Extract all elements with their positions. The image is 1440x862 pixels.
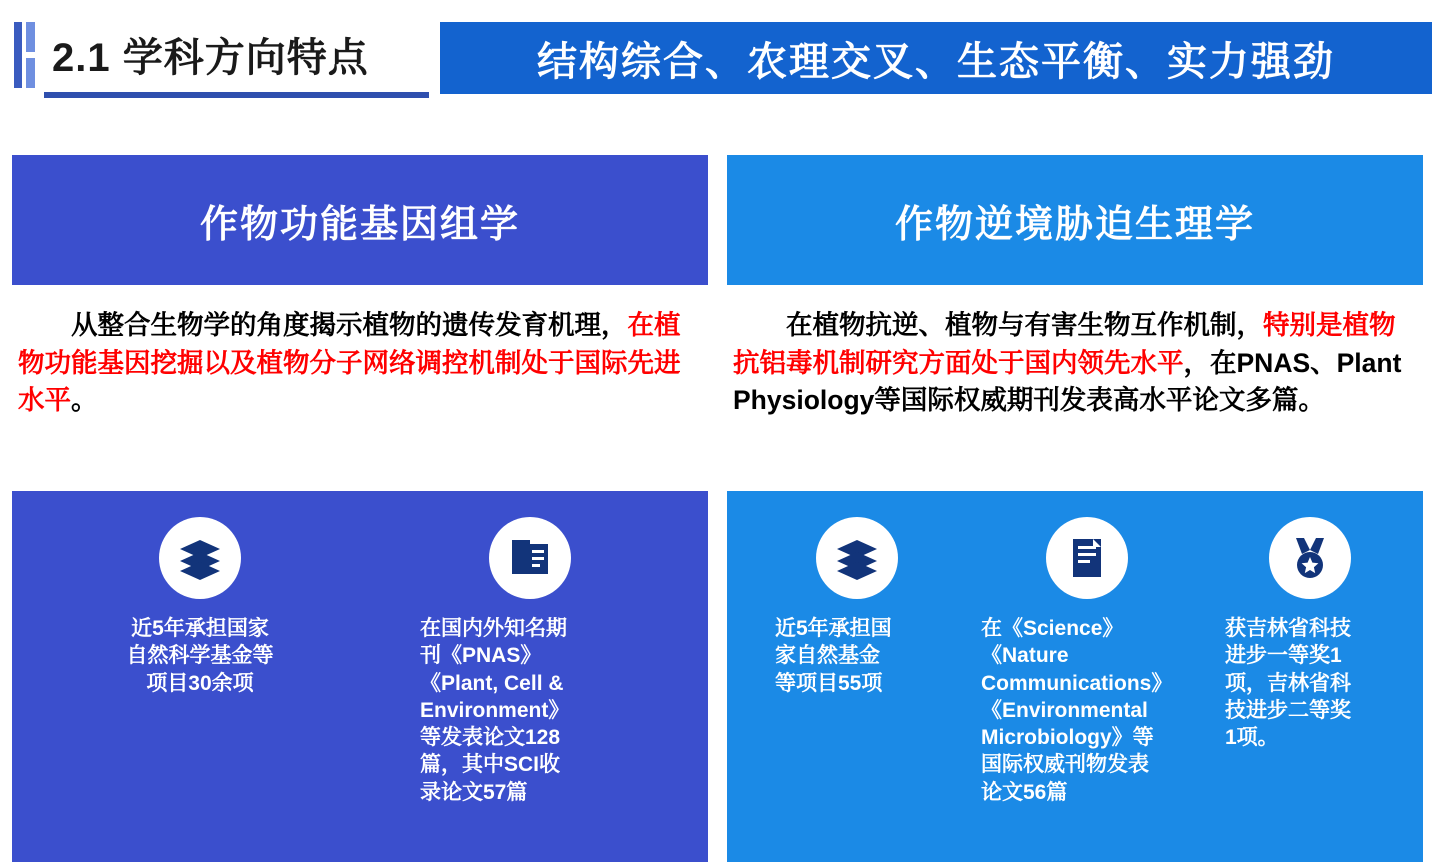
right-desc-tail: ，在PNAS、Plant Physiology等国际权威期刊发表高水平论文多篇。 xyxy=(733,347,1402,416)
stat-card xyxy=(757,517,957,697)
stat-label xyxy=(967,615,1207,806)
header-bar-2 xyxy=(26,22,35,52)
stat-label-line: 等项目55项 xyxy=(775,671,883,695)
layers-icon xyxy=(159,517,241,599)
header-banner-text: 结构综合、农理交叉、生态平衡、实力强劲 xyxy=(537,39,1335,84)
column-left-title: 作物功能基因组学 xyxy=(199,203,520,246)
stat-label-line: 近5年承担国 xyxy=(775,617,892,640)
header-bar-3 xyxy=(26,58,35,88)
column-left-stats-panel xyxy=(12,491,708,862)
stat-label-line: 等发表论文128 xyxy=(420,726,561,750)
stat-label-line: Communications》 xyxy=(981,671,1173,695)
title-underline xyxy=(44,92,429,98)
document-lines-icon xyxy=(1046,517,1128,599)
column-left-title-bar xyxy=(12,155,708,285)
column-right-stats-panel xyxy=(727,491,1423,862)
stat-label-line: 论文56篇 xyxy=(981,780,1068,804)
left-desc-plain: 从整合生物学的角度揭示植物的遗传发育机理， xyxy=(71,310,628,340)
page-title: 2.1 学科方向特点 xyxy=(52,36,369,80)
left-desc-highlight: 在植物功能基因挖掘以及植物分子网络调控机制处于国际先进水平 xyxy=(18,310,681,416)
column-right-title-bar xyxy=(727,155,1423,285)
column-right-title: 作物逆境胁迫生理学 xyxy=(894,203,1255,246)
stat-card xyxy=(967,517,1207,806)
stat-label xyxy=(1215,615,1405,751)
left-desc-tail: 。 xyxy=(71,385,98,416)
stat-card xyxy=(1215,517,1405,751)
header-banner xyxy=(440,22,1432,94)
stat-label xyxy=(757,615,957,697)
stat-label-line: 项目30余项 xyxy=(146,671,254,695)
stat-label-line: 《Nature xyxy=(981,644,1069,668)
stat-label-line: 在《Science》 xyxy=(981,617,1124,640)
stat-card xyxy=(50,517,350,697)
stat-label-line: 1项。 xyxy=(1225,726,1279,750)
column-crop-stress-physiology xyxy=(727,155,1423,804)
stat-label xyxy=(50,615,350,697)
right-desc-highlight: 特别是植物抗铝毒机制研究方面处于国内领先水平 xyxy=(733,310,1396,378)
stat-label-line: 项，吉林省科 xyxy=(1225,671,1351,695)
stat-label-line: Environment》 xyxy=(420,698,570,722)
stat-label-line: 《Plant, Cell & xyxy=(420,671,564,695)
header-decoration-bars xyxy=(14,22,40,88)
documents-icon xyxy=(489,517,571,599)
stat-label-line: 国际权威刊物发表 xyxy=(981,753,1149,777)
column-crop-functional-genomics xyxy=(12,155,708,804)
stat-label-line: 家自然基金 xyxy=(775,644,880,668)
stat-label-line: 近5年承担国家 xyxy=(131,617,269,640)
stat-label-line: 《Environmental xyxy=(981,698,1148,722)
layers-icon xyxy=(816,517,898,599)
stat-label-line: 技进步二等奖 xyxy=(1225,698,1351,722)
stat-label-line: 进步一等奖1 xyxy=(1225,644,1342,668)
header-bar-1 xyxy=(14,22,22,88)
stat-label-line: 刊《PNAS》 xyxy=(420,644,542,668)
stat-label-line: 获吉林省科技 xyxy=(1225,617,1351,640)
stat-card xyxy=(380,517,680,806)
stat-label-line: 录论文57篇 xyxy=(420,780,528,804)
column-left-description xyxy=(12,285,708,420)
stat-label-line: 在国内外知名期 xyxy=(420,617,567,640)
right-desc-plain: 在植物抗逆、植物与有害生物互作机制， xyxy=(786,310,1263,340)
stat-label-line: 自然科学基金等 xyxy=(126,644,274,668)
slide-header xyxy=(0,0,1440,110)
stat-label xyxy=(380,615,680,806)
stat-label-line: Microbiology》等 xyxy=(981,726,1154,750)
medal-icon xyxy=(1269,517,1351,599)
stat-label-line: 篇，其中SCI收 xyxy=(420,753,561,777)
column-right-description xyxy=(727,285,1423,420)
